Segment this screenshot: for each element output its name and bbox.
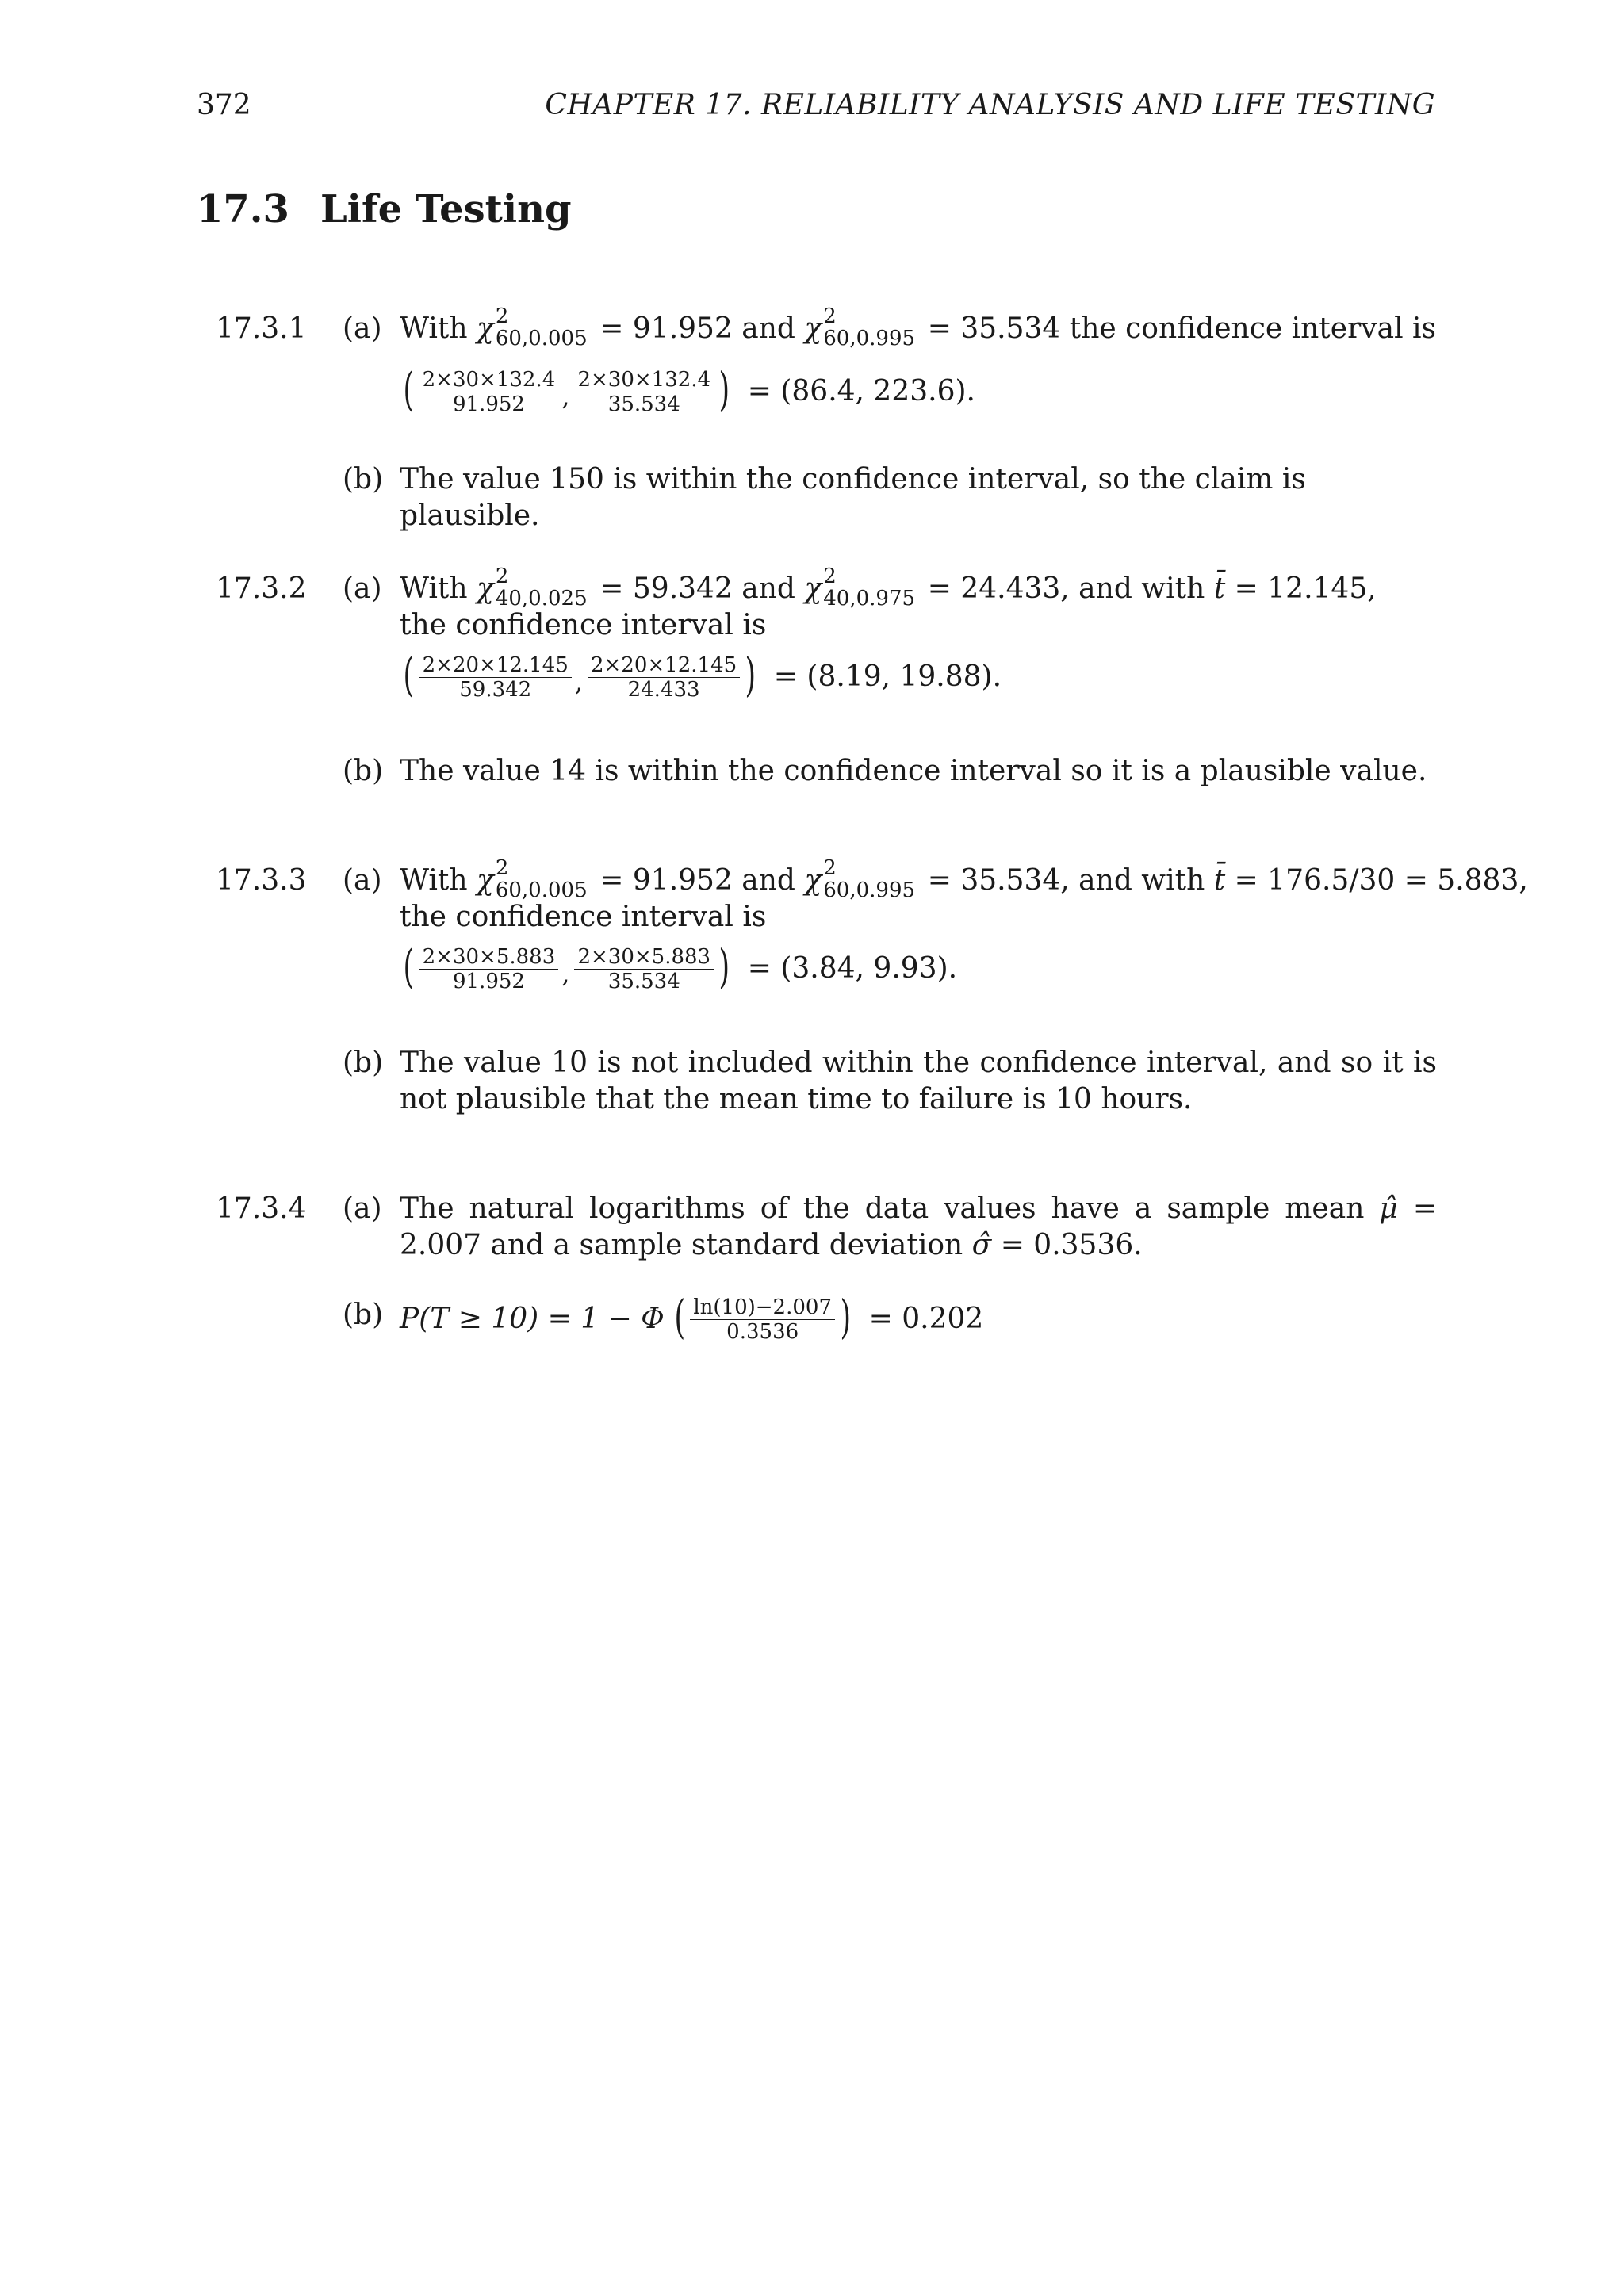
chi-symbol: χ (477, 572, 494, 605)
fraction: $\frac{2\times 30\times 132.4}{35.534}$ (574, 369, 714, 415)
text-line: the confidence interval is (400, 901, 767, 933)
formula: ( $\frac{2\times 30\times 5.883}{91.952}$ , $\frac{2\times 30\times 5.883}{35.534}$ ) = (3.84, 9.93). (403, 939, 958, 993)
chi-scripts: 2 60,0.995 (823, 304, 916, 350)
formula-result: = (3.84, 9.93). (747, 952, 958, 985)
chapter-title: CHAPTER 17. RELIABILITY ANALYSIS AND LIFE TESTING (545, 89, 1435, 121)
section-number: 17.3 (197, 187, 289, 232)
section-heading (197, 187, 572, 232)
chi-scripts: 2 60,0.995 (823, 856, 916, 902)
text-line: the confidence interval is (400, 609, 767, 641)
text-line: With χ 2 40,0.025 = 59.342 and χ 2 40,0.975 = 24.433, and with t̄ = 12.145, (400, 564, 1377, 610)
part-label: (a) (343, 572, 382, 605)
text-line: With χ 2 60,0.005 = 91.952 and χ 2 60,0.995 = 35.534 the confidence interval is (400, 304, 1437, 350)
fraction: $\frac{\ln(10)-2.007}{0.3536}$ (690, 1296, 835, 1343)
chi-symbol: χ (477, 864, 494, 897)
running-header (197, 89, 1435, 136)
formula-result: = (86.4, 223.6). (747, 375, 975, 408)
part-label: (a) (343, 864, 382, 897)
chi-scripts: 2 60,0.005 (495, 856, 588, 902)
problem-17-3-2 (216, 564, 1437, 809)
t-bar-symbol: t̄ (1213, 572, 1226, 605)
problem-number: 17.3.3 (216, 864, 307, 897)
part-label: (b) (343, 463, 384, 496)
problem-17-3-1 (216, 304, 1437, 532)
problem-number: 17.3.1 (216, 312, 307, 345)
part-label: (b) (343, 1299, 384, 1331)
fraction: $\frac{2\times 30\times 132.4}{91.952}$ (419, 369, 559, 415)
formula: ( $\frac{2\times 20\times 12.145}{59.342}$ , $\frac{2\times 20\times 12.145}{24.433}$ ) = (8.19, 19.88). (403, 648, 1002, 702)
part-body: The value 14 is within the confidence interval so it is a plausible value. (400, 755, 1427, 787)
section-title: Life Testing (320, 187, 572, 232)
problem-number: 17.3.4 (216, 1192, 307, 1225)
formula-lhs: P(T ≥ 10) = 1 − Φ (400, 1303, 665, 1335)
chi-scripts: 2 40,0.025 (495, 564, 588, 610)
text-line: With χ 2 60,0.005 = 91.952 and χ 2 60,0.995 = 35.534, and with t̄ = 176.5/30 = 5.883, (400, 856, 1528, 902)
sigma-hat-symbol: σ̂ (971, 1229, 992, 1261)
problem-17-3-4 (216, 1191, 1437, 1381)
part-body (400, 1289, 1437, 1349)
page-number: 372 (197, 89, 251, 121)
fraction: $\frac{2\times 30\times 5.883}{35.534}$ (574, 946, 714, 993)
part-body (400, 856, 1528, 999)
part-body: The value 10 is not included within the confidence interval, and so it is not plausible that the mean time to failure is 10 hours. (400, 1047, 1437, 1115)
formula-result: = (8.19, 19.88). (773, 660, 1002, 693)
fraction: $\frac{2\times 30\times 5.883}{91.952}$ (419, 946, 559, 993)
chi-scripts: 2 60,0.005 (495, 304, 588, 350)
part-label: (b) (343, 1047, 384, 1079)
part-label: (a) (343, 312, 382, 345)
part-body: The natural logarithms of the data values have a sample mean μ̂ = 2.007 and a sample standard deviation σ̂ = 0.3536. (400, 1192, 1438, 1261)
chi-scripts: 2 40,0.975 (823, 564, 916, 610)
fraction: $\frac{2\times 20\times 12.145}{24.433}$ (588, 654, 740, 701)
fraction: $\frac{2\times 20\times 12.145}{59.342}$ (419, 654, 572, 701)
t-bar-symbol: t̄ (1213, 864, 1226, 897)
chi-symbol: χ (804, 572, 822, 605)
problem-17-3-3 (216, 856, 1528, 1124)
part-label: (a) (343, 1192, 382, 1225)
problem-number: 17.3.2 (216, 572, 307, 605)
part-body (400, 304, 1437, 422)
formula: ( $\frac{2\times 30\times 132.4}{91.952}$ , $\frac{2\times 30\times 132.4}{35.534}$ ) = (86.4, 223.6). (403, 362, 975, 416)
formula: P(T ≥ 10) = 1 − Φ ( $\frac{\ln(10)-2.007}{0.3536}$ ) = 0.202 (400, 1290, 984, 1344)
formula-result: = 0.202 (868, 1303, 984, 1335)
part-label: (b) (343, 755, 384, 787)
chi-symbol: χ (804, 864, 822, 897)
part-body (400, 564, 1437, 707)
chi-symbol: χ (477, 312, 494, 345)
chi-symbol: χ (804, 312, 822, 345)
mu-hat-symbol: μ̂ (1379, 1192, 1398, 1225)
part-body: The value 150 is within the confidence interval, so the claim is plausible. (400, 463, 1306, 532)
